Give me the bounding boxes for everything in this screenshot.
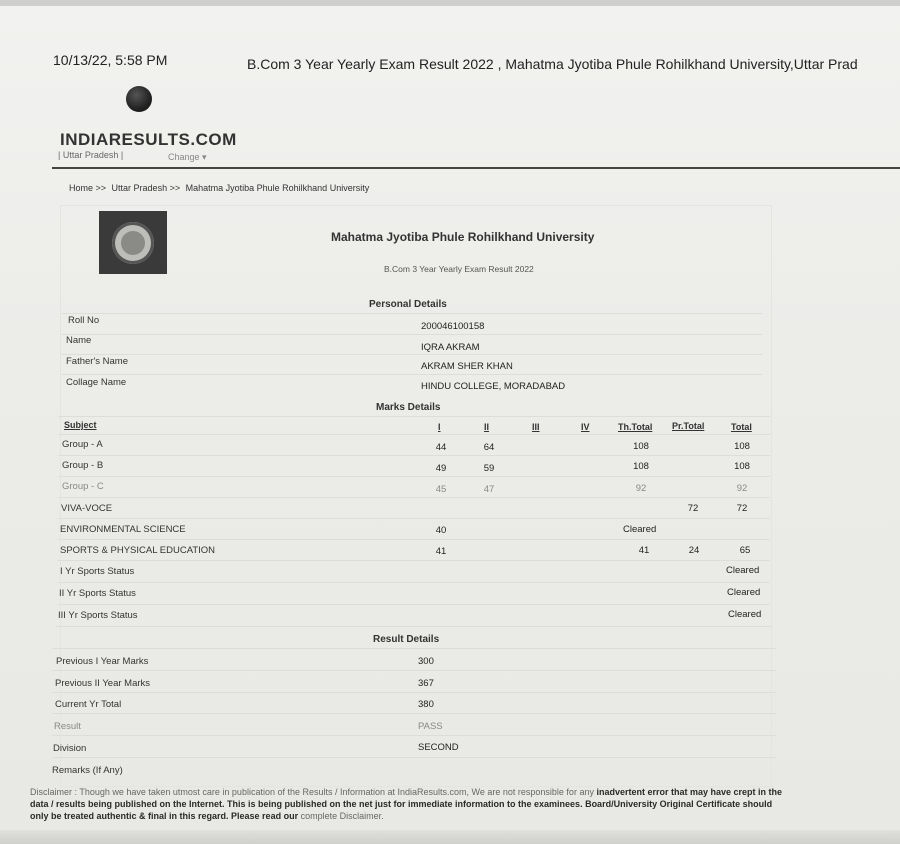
print-page-title: B.Com 3 Year Yearly Exam Result 2022 , Mahatma Jyotiba Phule Rohilkhand University,Uttar Prad xyxy=(247,56,858,72)
name-value: IQRA AKRAM xyxy=(421,342,480,353)
college-name-value: HINDU COLLEGE, MORADABAD xyxy=(421,381,566,392)
row-divider xyxy=(58,497,770,498)
disclaimer-body: inadvertent error that may have crept in the data / results being published on the Internet. This is being published on the net just for immediate information to the examinees. Board/University Original Certificate should only be treated authentic & final in this regard. Please read our xyxy=(30,787,783,821)
marks-details-heading: Marks Details xyxy=(376,402,441,413)
row-divider xyxy=(62,313,762,314)
remarks-label: Remarks (If Any) xyxy=(52,765,123,776)
roll-no-value: 200046100158 xyxy=(421,321,485,332)
university-emblem xyxy=(99,211,167,274)
mark-cell: 59 xyxy=(483,463,495,474)
division-value: SECOND xyxy=(418,742,459,753)
total-cell: 108 xyxy=(734,441,750,452)
row-divider xyxy=(52,670,776,671)
row-divider xyxy=(58,518,770,519)
col-iii: III xyxy=(532,422,540,432)
total-cell: Cleared xyxy=(728,609,762,620)
row-divider xyxy=(58,455,770,456)
row-divider xyxy=(58,604,770,605)
mark-cell: 41 xyxy=(435,546,447,557)
result-panel xyxy=(60,205,772,787)
row-divider xyxy=(58,539,770,540)
th-total-cell: 92 xyxy=(635,483,647,494)
row-divider xyxy=(58,416,770,417)
breadcrumb-state[interactable]: Uttar Pradesh >> xyxy=(111,183,181,193)
site-logo-text[interactable]: INDIARESULTS.COM xyxy=(60,130,237,149)
row-divider xyxy=(52,648,776,649)
row-divider xyxy=(58,476,770,477)
row-divider xyxy=(58,434,770,435)
breadcrumb-university[interactable]: Mahatma Jyotiba Phule Rohilkhand University xyxy=(185,183,370,193)
mark-cell: 64 xyxy=(483,442,495,453)
row-divider xyxy=(52,735,776,736)
row-divider xyxy=(52,692,776,693)
th-total-cell: 41 xyxy=(638,545,650,556)
state-selector: | Uttar Pradesh | xyxy=(58,150,124,160)
th-total-cell: 108 xyxy=(633,461,649,472)
site-logo-icon[interactable] xyxy=(126,86,152,112)
col-i: I xyxy=(438,422,441,432)
row-divider xyxy=(62,354,762,355)
result-value: PASS xyxy=(418,721,443,732)
row-divider xyxy=(58,560,770,561)
col-th-total: Th.Total xyxy=(618,422,653,432)
row-divider xyxy=(62,334,762,335)
subject-cell: Group - C xyxy=(62,481,104,492)
father-name-value: AKRAM SHER KHAN xyxy=(421,361,513,372)
print-datetime: 10/13/22, 5:58 PM xyxy=(53,52,168,68)
subject-cell: VIVA-VOCE xyxy=(61,503,113,514)
row-divider xyxy=(58,582,770,583)
prev-year2-label: Previous II Year Marks xyxy=(55,678,151,689)
subject-cell: Group - A xyxy=(62,439,103,450)
total-cell: 65 xyxy=(739,545,751,556)
emblem-seal-icon xyxy=(112,222,154,264)
college-name-label: Collage Name xyxy=(66,377,127,388)
page-edge xyxy=(0,0,900,6)
disclaimer xyxy=(30,786,790,822)
subject-cell: II Yr Sports Status xyxy=(59,588,136,599)
university-name: Mahatma Jyotiba Phule Rohilkhand University xyxy=(331,230,595,244)
col-ii: II xyxy=(484,422,490,432)
prev-year1-value: 300 xyxy=(418,656,434,667)
subject-cell: III Yr Sports Status xyxy=(58,610,138,621)
col-subject: Subject xyxy=(64,420,97,430)
prev-year2-value: 367 xyxy=(418,678,434,689)
father-name-label: Father's Name xyxy=(66,356,129,367)
breadcrumb-home[interactable]: Home >> xyxy=(69,183,107,193)
total-cell: Cleared xyxy=(726,565,760,576)
total-cell: Cleared xyxy=(727,587,761,598)
current-total-label: Current Yr Total xyxy=(55,699,122,710)
exam-name: B.Com 3 Year Yearly Exam Result 2022 xyxy=(384,264,534,274)
pr-total-cell: 72 xyxy=(687,503,699,514)
prev-year1-label: Previous I Year Marks xyxy=(56,656,149,667)
name-label: Name xyxy=(66,335,92,346)
col-total: Total xyxy=(731,422,752,432)
mark-cell: 47 xyxy=(483,484,495,495)
mark-cell: 49 xyxy=(435,463,447,474)
subject-cell: ENVIRONMENTAL SCIENCE xyxy=(60,524,186,535)
result-label: Result xyxy=(54,721,81,732)
total-cell: 72 xyxy=(736,503,748,514)
subject-cell: I Yr Sports Status xyxy=(60,566,135,577)
col-iv: IV xyxy=(581,422,590,432)
th-total-cell: Cleared xyxy=(623,524,657,535)
pr-total-cell: 24 xyxy=(688,545,700,556)
complete-disclaimer-link[interactable]: complete Disclaimer. xyxy=(300,811,384,821)
header-divider xyxy=(52,167,900,169)
total-cell: 108 xyxy=(734,461,750,472)
col-pr-total: Pr.Total xyxy=(672,421,705,431)
roll-no-label: Roll No xyxy=(68,315,100,326)
division-label: Division xyxy=(53,743,87,754)
subject-cell: Group - B xyxy=(62,460,104,471)
row-divider xyxy=(52,713,776,714)
row-divider xyxy=(62,374,762,375)
personal-details-heading: Personal Details xyxy=(369,299,447,310)
row-divider xyxy=(52,757,776,758)
current-total-value: 380 xyxy=(418,699,434,710)
subject-cell: SPORTS & PHYSICAL EDUCATION xyxy=(60,545,216,556)
disclaimer-lead: Disclaimer : Though we have taken utmost care in publication of the Results / Information at IndiaResults.com, We are not responsible for any xyxy=(30,787,594,797)
total-cell: 92 xyxy=(736,483,748,494)
row-divider xyxy=(56,626,772,627)
th-total-cell: 108 xyxy=(633,441,649,452)
result-details-heading: Result Details xyxy=(373,634,440,645)
breadcrumb xyxy=(69,183,372,193)
page-bottom-edge xyxy=(0,830,900,844)
mark-cell: 40 xyxy=(435,525,447,536)
mark-cell: 44 xyxy=(435,442,447,453)
change-state-link[interactable]: Change ▾ xyxy=(168,152,207,162)
mark-cell: 45 xyxy=(435,484,447,495)
